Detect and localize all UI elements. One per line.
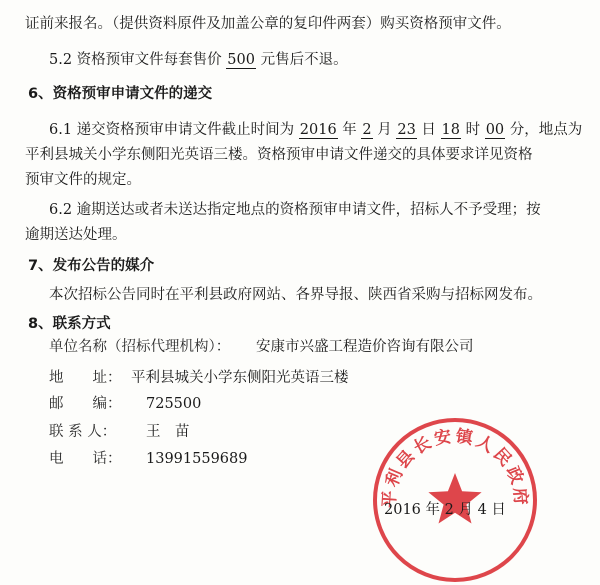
phone-label: 电 话： — [49, 451, 122, 467]
section7-heading: 7、发布公告的媒介 — [28, 258, 155, 274]
section5-line1: 证前来报名。（提供资料原件及加盖公章的复印件两套）购买资格预审文件。 — [25, 16, 511, 32]
deadline-text: 6.1 递交资格预审申请文件截止时间为 — [49, 122, 299, 138]
address-label: 地 址： — [49, 370, 122, 386]
deadline-minute: 00 — [485, 122, 505, 138]
postcode-value: 725500 — [146, 396, 202, 412]
day-unit: 日 — [416, 122, 441, 138]
month-unit: 月 — [372, 122, 397, 138]
section6-p2-line1: 6.2 逾期送达或者未送达指定地点的资格预审申请文件，招标人不予受理；按 — [49, 202, 541, 218]
section6-p1-line1 — [49, 120, 582, 140]
section6-p2-line2: 逾期送达处理。 — [25, 227, 127, 243]
section6-p1-line2: 平利县城关小学东侧阳光英语三楼。资格预审申请文件递交的具体要求详见资格 — [25, 147, 533, 163]
section5-price-line — [49, 50, 348, 70]
location-intro: 分，地点为 — [505, 122, 583, 138]
deadline-hour: 18 — [441, 122, 460, 138]
section6-p1-line3: 预审文件的规定。 — [25, 172, 141, 188]
contact-label: 联 系 人： — [49, 424, 117, 440]
unit-name-label: 单位名称（招标代理机构）： — [49, 339, 231, 355]
year-unit: 年 — [337, 122, 362, 138]
section7-line1: 本次招标公告同时在平利县政府网站、各界导报、陕西省采购与招标网发布。 — [49, 287, 542, 303]
contact-value: 王 苗 — [146, 424, 190, 440]
unit-name-value: 安康市兴盛工程造价咨询有限公司 — [256, 339, 474, 355]
section8-heading: 8、联系方式 — [28, 316, 111, 332]
section6-heading: 6、资格预审申请文件的递交 — [28, 86, 213, 102]
deadline-year: 2016 — [299, 122, 337, 138]
deadline-month: 2 — [362, 122, 372, 138]
seal-date: 2016 年 2 月 4 日 — [384, 502, 506, 518]
seal-arc-text: 平利县长安镇人民政府 — [379, 426, 531, 509]
price-text-post: 元售后不退。 — [255, 52, 348, 68]
hour-unit: 时 — [460, 122, 485, 138]
address-value: 平利县城关小学东侧阳光英语三楼 — [131, 370, 349, 386]
postcode-label: 邮 编： — [49, 396, 122, 412]
deadline-day: 23 — [397, 122, 416, 138]
phone-value: 13991559689 — [146, 451, 248, 467]
price-amount: 500 — [227, 52, 255, 68]
price-text-pre: 5.2 资格预审文件每套售价 — [49, 52, 227, 68]
